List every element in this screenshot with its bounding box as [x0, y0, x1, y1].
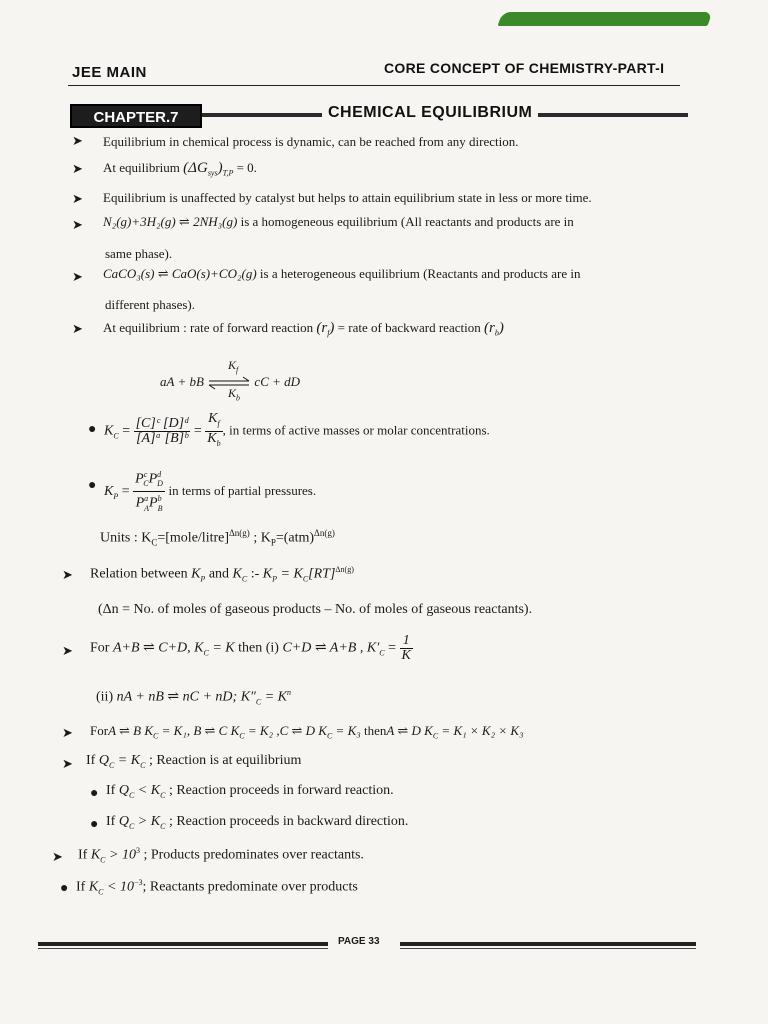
arrow-bullet-icon: ➤: [52, 850, 63, 865]
dot-bullet-icon: ●: [88, 422, 97, 437]
footer-rule-right: [400, 942, 696, 946]
kf-kb-fraction: $\frac{K_f}{K_b}$: [207, 411, 221, 448]
arrow-bullet-icon: ➤: [62, 757, 73, 772]
point-rates: [103, 320, 504, 338]
expr: (r: [483, 320, 495, 336]
chapter-label: CHAPTER.7: [70, 104, 202, 128]
kc-lhs-sub: C: [113, 431, 119, 441]
kc-den: [A]ᵃ [B]ᵇ: [136, 430, 188, 446]
for-combined-reaction: ForA ⇌ B $K_C = K_1$, B ⇌ C $K_C = K_2$ ,C ⇌ D $K_C = K_3$ thenA ⇌ D $K_C = K_1 \times K_2 \times K_3$: [90, 723, 524, 741]
arrow-bullet-icon: ➤: [72, 134, 83, 149]
header-right-title: CORE CONCEPT OF CHEMISTRY-PART-I: [384, 60, 665, 76]
arrow-bullet-icon: ➤: [62, 644, 73, 659]
expr: ): [329, 320, 335, 336]
kc-num: [C]ᶜ [D]ᵈ: [135, 415, 189, 431]
kp-expression: $K_P$ = $\frac{P^c_CP^d_D}{P^a_AP^b_B}$ in terms of partial pressures.: [104, 468, 316, 516]
kc-lhs: K: [104, 423, 114, 439]
expr-sub: b: [494, 328, 499, 338]
expr: ): [498, 320, 504, 336]
footer-thin-rule-left: [38, 948, 328, 949]
expr-sub: sys: [207, 168, 218, 178]
units-line: Units : $K_C=[mole/litre]^{\Delta n(g)}$ ; $K_P=(atm)^{\Delta n(g)}$: [100, 528, 335, 548]
kp-fraction: $\frac{P^c_CP^d_D}{P^a_AP^b_B}$: [135, 470, 163, 513]
text: is a homogeneous equilibrium (All reactants and products are in: [237, 214, 574, 229]
arrow-bullet-icon: ➤: [62, 568, 73, 583]
arrow-bullet-icon: ➤: [62, 726, 73, 741]
kc-expression: $K_C$ = $\frac{\text{[C]ᶜ [D]ᵈ}}{\text{[A]ᵃ [B]ᵇ}}$ = $\frac{K_f}{K_b}$ , in terms of active masses or molar concentrations.: [104, 412, 490, 451]
point-heterogeneous: [103, 266, 580, 282]
kb-label: $K_b$: [228, 386, 241, 403]
point-homogeneous: [103, 214, 574, 230]
reaction-expr: N₂(g)+3H₂(g) ⇌ 2NH₃(g): [103, 214, 238, 229]
expr-sub: T,P: [222, 168, 234, 178]
kp-desc: in terms of partial pressures.: [168, 483, 317, 499]
text: is a heterogeneous equilibrium (Reactants and products are in: [259, 266, 581, 281]
arrow-bullet-icon: ➤: [72, 270, 83, 285]
text: At equilibrium : rate of forward reaction: [103, 320, 314, 335]
q-equals-k: If $Q_C = K_C$ ; Reaction is at equilibrium: [86, 753, 302, 770]
arrow-bullet-icon: ➤: [72, 322, 83, 337]
reaction-right: cC + dD: [254, 373, 301, 389]
page-number: PAGE 33: [338, 936, 380, 947]
text: = rate of backward reaction: [337, 320, 481, 335]
arrow-bullet-icon: ➤: [72, 218, 83, 233]
reaction-left: aA + bB: [160, 373, 204, 389]
header-rule: [68, 85, 680, 86]
delta-n-definition: (Δn = No. of moles of gaseous products – No. of moles of gaseous reactants).: [98, 602, 533, 617]
expr: (ΔG: [183, 160, 208, 176]
for-multiplied-reaction: (ii) nA + nB ⇌ nC + nD; $K''_C = K^n$: [96, 688, 292, 707]
point-catalyst: Equilibrium is unaffected by catalyst but helps to attain equilibrium state in less or more time.: [103, 190, 592, 205]
expr: = 0.: [233, 160, 257, 175]
kf-label: $K_f$: [228, 358, 239, 375]
arrow-bullet-icon: ➤: [72, 162, 83, 177]
top-decoration-leaf: [497, 12, 712, 26]
reaction-expr: CaCO₃(s) ⇌ CaO(s)+CO₂(g): [103, 266, 257, 281]
expr-sub: f: [327, 328, 330, 338]
reciprocal-fraction: $\frac{1}{K}$: [401, 633, 411, 663]
q-less-than-k: If $Q_C < K_C$ ; Reaction proceeds in forward reaction.: [106, 783, 394, 800]
expr: (r: [316, 320, 328, 336]
dot-bullet-icon: ●: [90, 786, 99, 801]
point-heterogeneous-cont: different phases).: [105, 297, 196, 312]
dot-bullet-icon: ●: [88, 478, 97, 493]
point-homogeneous-cont: same phase).: [105, 246, 173, 261]
footer-thin-rule-right: [400, 948, 696, 949]
k-less-than-1e-3: If $K_C < 10^{-3}$; Reactants predominate over products: [76, 878, 358, 897]
relation-kp-kc: Relation between $K_P$ and $K_C$ :- $K_P = K_C[RT]^{\Delta n(g)}$: [90, 565, 354, 584]
point-equilibrium-gibbs: [103, 160, 257, 178]
arrow-bullet-icon: ➤: [72, 192, 83, 207]
kc-fraction: [134, 417, 191, 446]
for-reverse-reaction: For A+B ⇌ C+D, $K_C = K$ then (i) C+D ⇌ A+B , $K'_C$ = $\frac{1}{K}$: [90, 633, 411, 663]
footer-rule-left: [38, 942, 328, 946]
q-greater-than-k: If $Q_C > K_C$ ; Reaction proceeds in backward direction.: [106, 814, 409, 831]
point-dynamic: Equilibrium in chemical process is dynamic, can be reached from any direction.: [103, 134, 519, 149]
chapter-title: CHEMICAL EQUILIBRIUM: [322, 104, 538, 122]
dot-bullet-icon: ●: [60, 881, 69, 896]
dot-bullet-icon: ●: [90, 817, 99, 832]
k-greater-than-1e3: If $K_C > 10^3$ ; Products predominates over reactants.: [78, 846, 364, 865]
expr: ): [217, 160, 223, 176]
kc-desc: , in terms of active masses or molar concentrations.: [222, 422, 490, 438]
text: At equilibrium: [103, 160, 180, 175]
header-left-title: JEE MAIN: [72, 64, 147, 81]
